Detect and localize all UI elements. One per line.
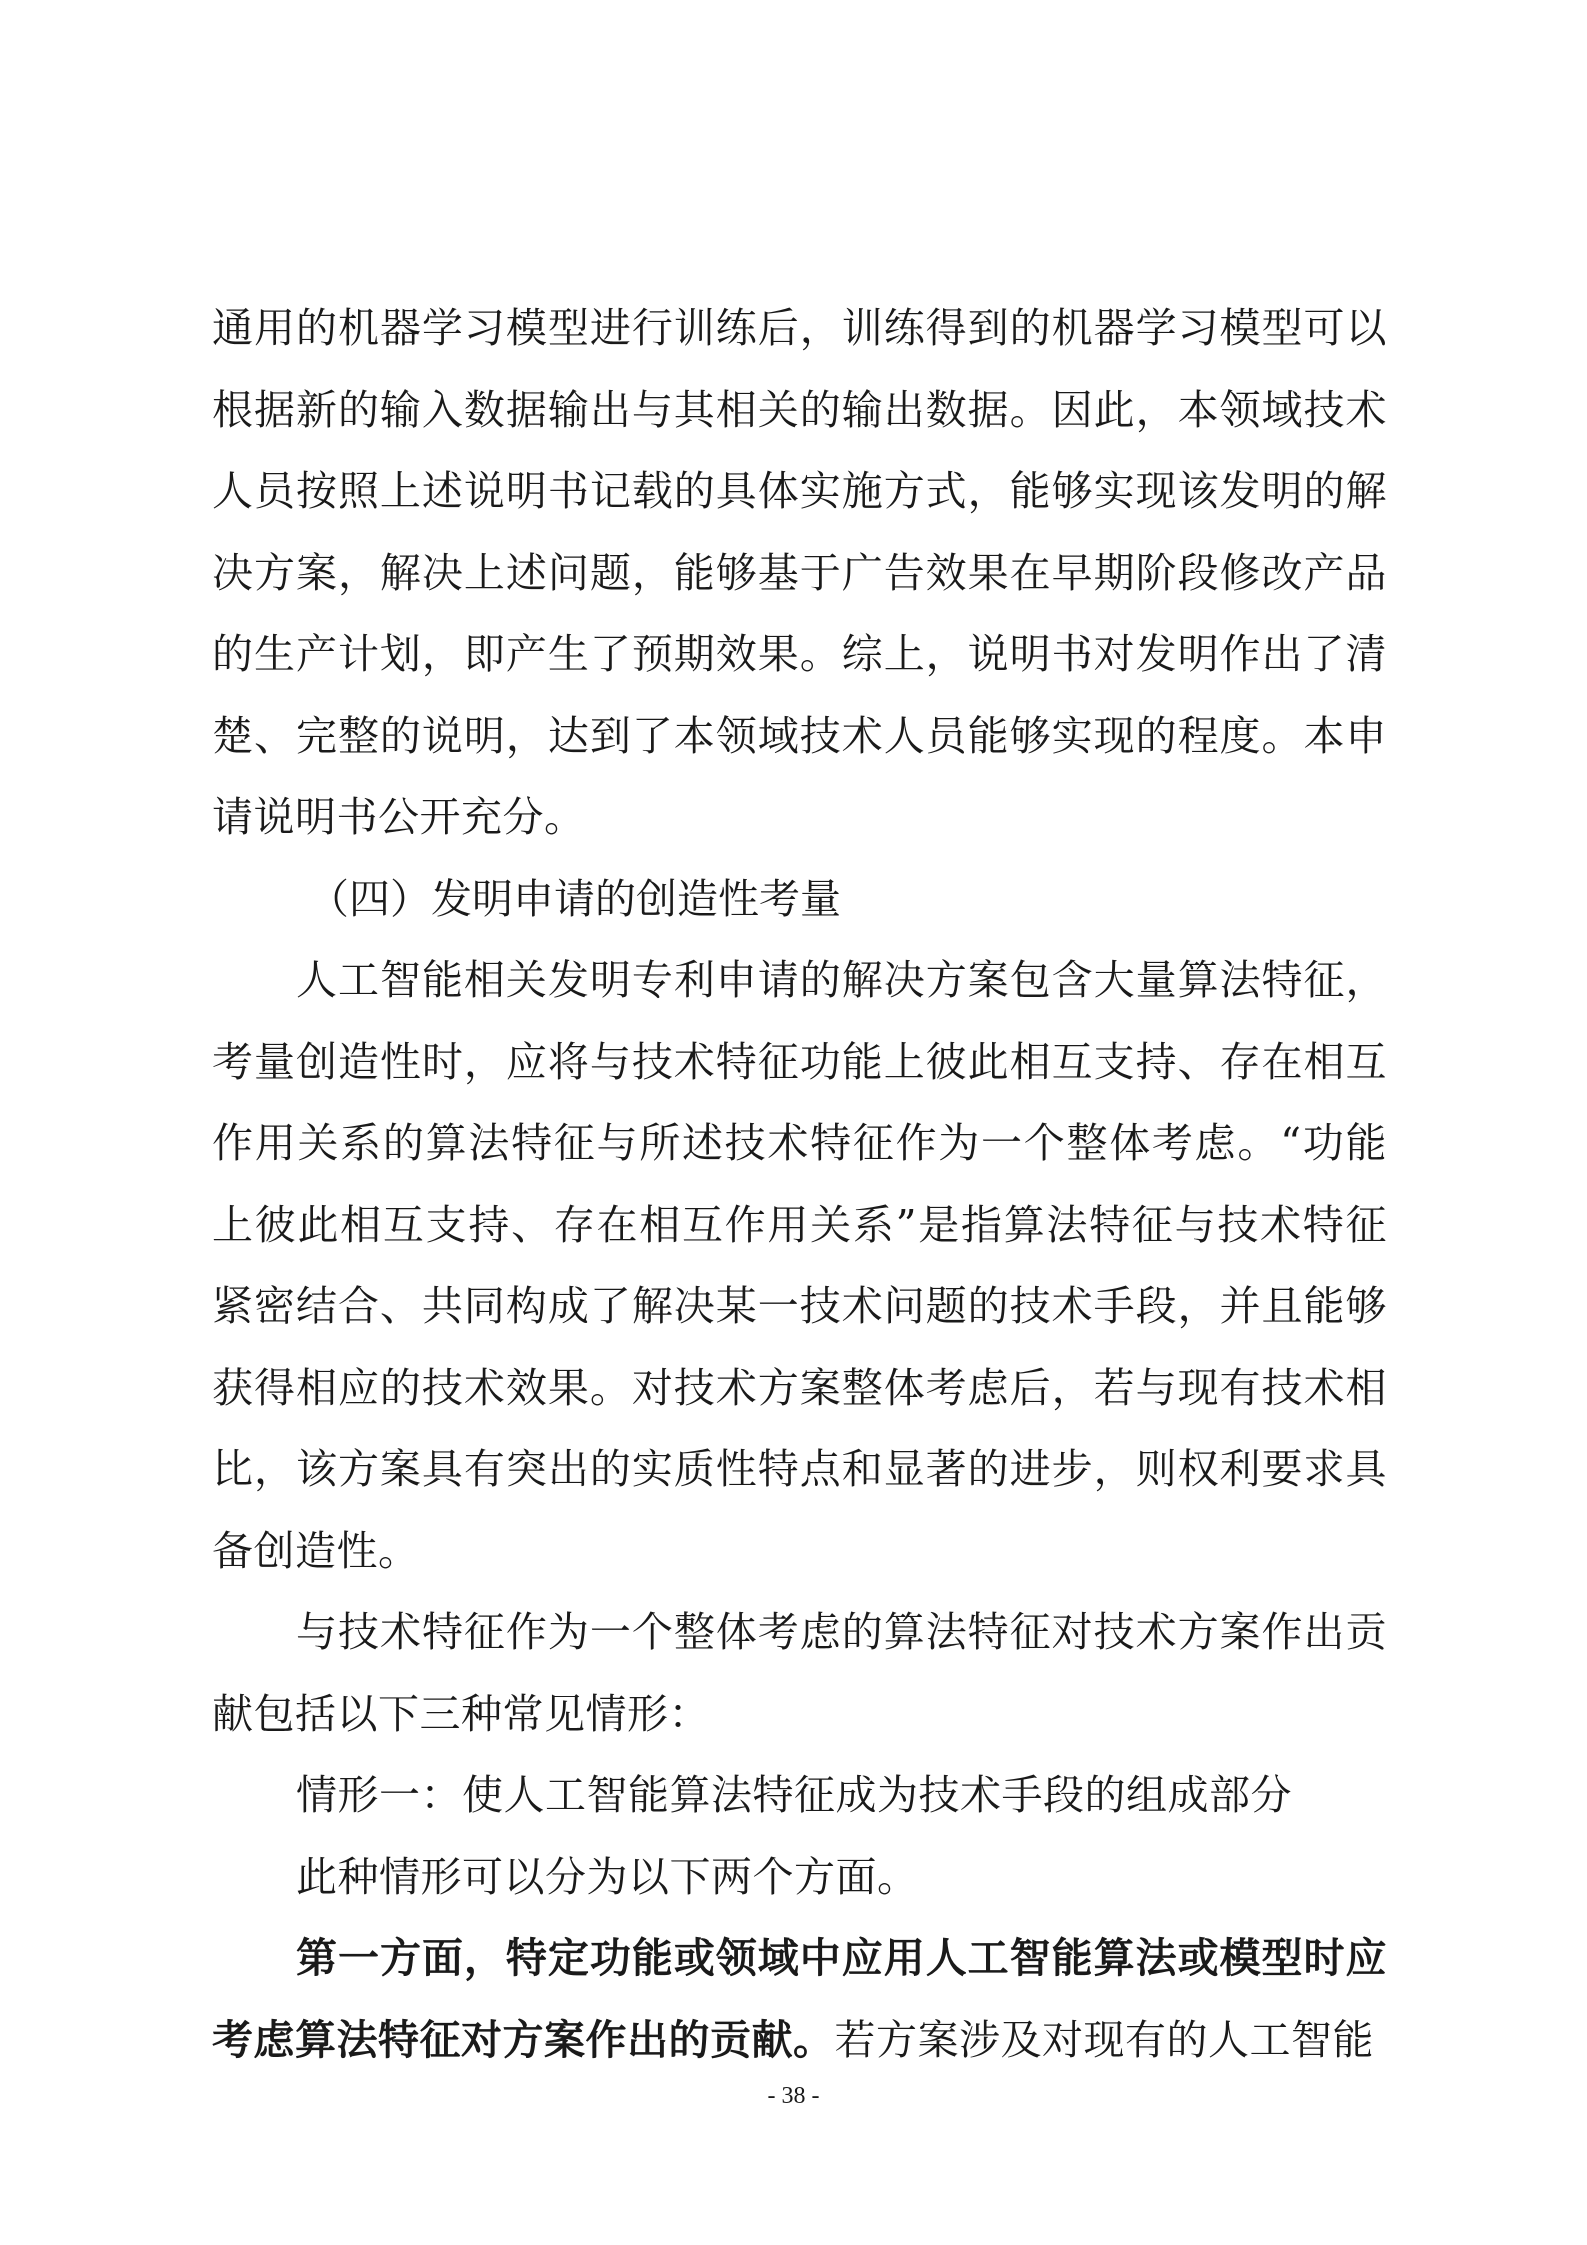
paragraph-continuation: 通用的机器学习模型进行训练后，训练得到的机器学习模型可以根据新的输入数据输出与其相关的输出数据。因此，本领域技术人员按照上述说明书记载的具体实施方式，能够实现该发明的解决方案，解决上述问题，能够基于广告效果在早期阶段修改产品的生产计划，即产生了预期效果。综上，说明书对发明作出了清楚、完整的说明，达到了本领域技术人员能够实现的程度。本申请说明书公开充分。 — [212, 304, 1387, 841]
paragraph-first-aspect — [212, 1918, 1387, 2081]
first-aspect-text: 若方案涉及对现有的人工智能 — [834, 2015, 1374, 2064]
paragraph-creativity: 人工智能相关发明专利申请的解决方案包含大量算法特征，考量创造性时，应将与技术特征功能上彼此相互支持、存在相互作用关系的算法特征与所述技术特征作为一个整体考虑。“功能上彼此相互支持、存在相互作用关系”是指算法特征与技术特征紧密结合、共同构成了解决某一技术问题的技术手段，并且能够获得相应的技术效果。对技术方案整体考虑后，若与现有技术相比，该方案具有突出的实质性特点和显著的进步，则权利要求具备创造性。 — [212, 956, 1387, 1575]
document-body — [212, 288, 1387, 2081]
paragraph-contribution-cases: 与技术特征作为一个整体考虑的算法特征对技术方案作出贡献包括以下三种常见情形： — [212, 1608, 1387, 1738]
section-heading-four: （四）发明申请的创造性考量 — [308, 874, 841, 923]
paragraph-two-aspects: 此种情形可以分为以下两个方面。 — [296, 1852, 919, 1901]
case-one-heading: 情形一：使人工智能算法特征成为技术手段的组成部分 — [296, 1771, 1292, 1819]
page-number: - 38 - — [767, 2083, 820, 2109]
first-aspect-bold-text: 第一方面，特定功能或领域中应用人工智能算法或模型时应考虑算法特征对方案作出的贡献。 — [212, 1934, 1387, 2064]
